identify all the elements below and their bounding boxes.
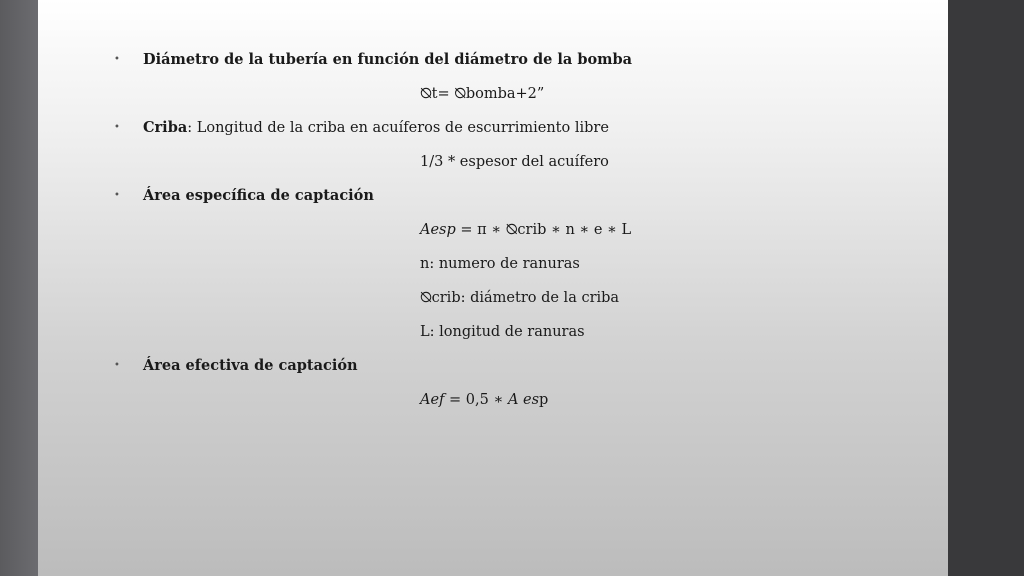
bullet-area-especifica bbox=[143, 187, 374, 205]
right-border-bar bbox=[948, 0, 1024, 576]
formula-aef bbox=[420, 391, 548, 409]
formula-aesp-mid: = π ∗ bbox=[455, 222, 506, 238]
definition-L: L: longitud de ranuras bbox=[420, 324, 585, 340]
formula-aesp-rhs: ⦰crib ∗ n ∗ e ∗ L bbox=[505, 222, 632, 238]
formula-aesp-lhs: Aesp bbox=[420, 222, 456, 238]
bullet-text: : Longitud de la criba en acuíferos de escurrimiento libre bbox=[187, 120, 609, 136]
bullet-criba bbox=[143, 119, 609, 137]
bullet-marker: • bbox=[114, 190, 120, 201]
formula-aef-mid: = 0,5 ∗ bbox=[444, 392, 508, 408]
bullet-marker: • bbox=[114, 54, 120, 65]
bullet-area-efectiva bbox=[143, 357, 358, 375]
bullet-bold-text: Área efectiva de captación bbox=[143, 357, 358, 374]
left-border-bar bbox=[0, 0, 38, 576]
formula-aef-p: p bbox=[539, 392, 549, 408]
bullet-marker: • bbox=[114, 360, 120, 371]
formula-aesp bbox=[420, 221, 631, 239]
definition-n: n: numero de ranuras bbox=[420, 256, 580, 272]
formula-aef-lhs: Aef bbox=[420, 392, 445, 408]
definition-crib: ⦰crib: diámetro de la criba bbox=[420, 290, 620, 306]
bullet-bold-text: Criba bbox=[143, 119, 188, 136]
formula-aef-A: A es bbox=[507, 392, 540, 408]
bullet-bold-text: Área específica de captación bbox=[143, 187, 374, 204]
bullet-marker: • bbox=[114, 122, 120, 133]
bullet-diametro bbox=[143, 51, 632, 69]
bullet-bold-text: Diámetro de la tubería en función del diámetro de la bomba bbox=[143, 51, 633, 68]
slide-content bbox=[38, 0, 948, 576]
formula-diametro: ⦰t= ⦰bomba+2” bbox=[420, 86, 545, 102]
formula-criba: 1/3 * espesor del acuífero bbox=[420, 154, 609, 170]
